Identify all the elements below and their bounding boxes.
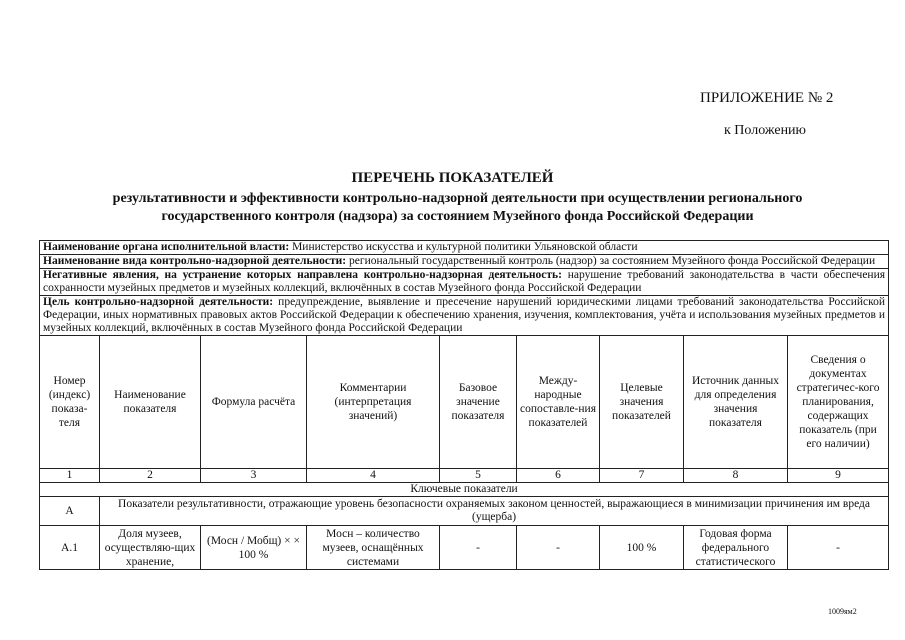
negative-phenomena-row [40,269,889,296]
column-header-target: Целевые значения показателей [600,336,684,469]
column-number: 3 [201,469,307,483]
section-a-code: А [40,497,100,526]
row-a1-code: А.1 [40,526,100,570]
column-header-base-value: Базовое значение показателя [440,336,517,469]
footer-code: 1009ям2 [828,607,857,616]
column-number: 5 [440,469,517,483]
column-number: 8 [684,469,788,483]
activity-label: Наименование вида контрольно-надзорной деятельности: [43,255,347,267]
row-a1-formula: (Мосн / Мобщ) × × 100 % [201,526,307,570]
activity-row [40,255,889,269]
column-number: 1 [40,469,100,483]
column-header-strategic: Сведения о документах стратегичес-кого планирования, содержащих показатель (при его наличии) [788,336,889,469]
indicators-table [39,240,889,570]
column-header-name: Наименование показателя [100,336,201,469]
row-a1-name: Доля музеев, осуществляю-щих хранение, [100,526,201,570]
key-indicators-heading: Ключевые показатели [40,483,889,497]
column-number: 2 [100,469,201,483]
goal-value: предупреждение, выявление и пресечение нарушений юридическими лицами требований законодательства Российской Федерации, иных нормативных правовых актов Российской Федерации к обеспечению хранения, изучения, комплектования, учёта и использования музейных предметов и музейных коллекций, включённых в состав Музейного фонда Российской Федерации [43,296,886,334]
row-a1-strategic: - [788,526,889,570]
goal-row [40,296,889,336]
column-header-formula: Формула расчёта [201,336,307,469]
column-number: 4 [307,469,440,483]
document-title: ПЕРЕЧЕНЬ ПОКАЗАТЕЛЕЙ [351,170,554,186]
appendix-number: ПРИЛОЖЕНИЕ № 2 [700,90,834,106]
appendix-reference: к Положению [724,123,807,138]
column-header-international: Между-народные сопоставле-ния показателей [517,336,600,469]
subtitle-line-2: государственного контроля (надзора) за состоянием Музейного фонда Российской Федерации [161,209,754,224]
document-subtitle [60,190,855,226]
row-a1-target: 100 % [600,526,684,570]
authority-value: Министерство искусства и культурной политики Ульяновской области [289,241,638,253]
authority-label: Наименование органа исполнительной власти: [43,241,290,253]
column-number: 6 [517,469,600,483]
column-header-number: Номер (индекс) показа-теля [40,336,100,469]
row-a1-base-value: - [440,526,517,570]
row-a1-comment: Мосн – количество музеев, оснащённых системами [307,526,440,570]
subtitle-line-1: результативности и эффективности контрольно-надзорной деятельности при осуществлении регионального [112,191,803,206]
goal-label: Цель контрольно-надзорной деятельности: [43,296,274,308]
negative-label: Негативные явления, на устранение которых направлена контрольно-надзорная деятельность: [43,269,562,281]
column-number: 9 [788,469,889,483]
row-a1-source: Годовая форма федерального статистического [684,526,788,570]
column-number: 7 [600,469,684,483]
row-a1-international: - [517,526,600,570]
activity-value: региональный государственный контроль (надзор) за состоянием Музейного фонда Российской Федерации [346,255,876,267]
column-header-source: Источник данных для определения значения показателя [684,336,788,469]
authority-row [40,241,889,255]
column-header-comments: Комментарии (интерпретация значений) [307,336,440,469]
negative-value: нарушение требований законодательства в части обеспечения сохранности музейных предметов и музейных коллекций, включённых в состав Музейного фонда Российской Федерации [43,269,886,294]
section-a-title: Показатели результативности, отражающие уровень безопасности охраняемых законом ценностей, выражающиеся в минимизации причинения им вреда (ущерба) [100,497,889,526]
